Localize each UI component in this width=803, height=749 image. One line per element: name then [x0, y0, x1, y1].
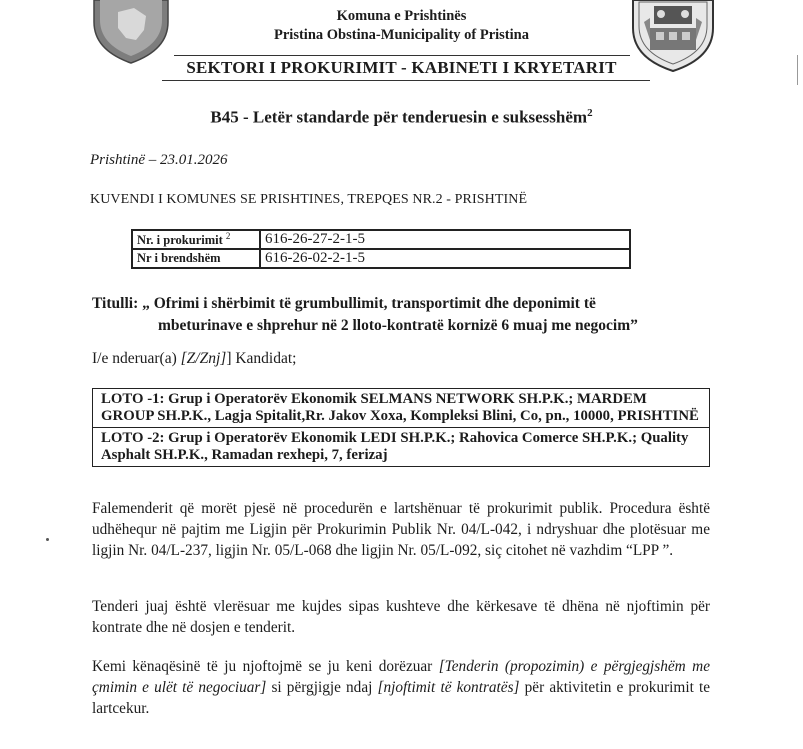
subject-line-2: mbeturinave e shprehur në 2 lloto-kontratë kornizë 6 muaj me negocim” — [158, 317, 638, 334]
sector-title: SEKTORI I PROKURIMIT - KABINETI I KRYETARIT — [186, 58, 617, 77]
salutation-placeholder: [Z/Znj] — [180, 350, 227, 367]
table-row — [132, 249, 630, 268]
scan-edge-mark — [797, 55, 801, 85]
title-footnote: 2 — [587, 107, 593, 119]
procurement-number-label: Nr. i prokurimit $^2$ — [132, 230, 260, 249]
document-title — [0, 107, 803, 128]
sector-divider — [162, 80, 650, 81]
internal-number-value: 616-26-02-2-1-5 — [260, 249, 630, 268]
paragraph-evaluation: Tenderi juaj është vlerësuar me kujdes sipas kushteve dhe kërkesave të dhëna në njoftimin për kontrate dhe në dosjen e tenderit. — [92, 598, 710, 636]
addressee: KUVENDI I KOMUNES SE PRISHTINES, TREPQES NR.2 - PRISHTINË — [90, 192, 528, 207]
subject-label: Titulli: — [92, 295, 139, 312]
lot-1: LOTO -1: Grup i Operatorëv Ekonomik SELMANS NETWORK SH.P.K.; MARDEM GROUP SH.P.K., Lagja Spitalit,Rr. Jakov Xoxa, Kompleksi Blini, Co, pn., 10000, PRISHTINË — [101, 391, 699, 424]
reference-table — [131, 229, 631, 269]
paragraph-procedure: Falemenderit që morët pjesë në procedurën e lartshënuar të prokurimit publik. Procedura është udhëhequr në pajtim me Ligjin për Prokurimin Publik Nr. 04/L-042, i ndryshuar dhe plotësuar me ligjin Nr. 04/L-237, ligjin Nr. 05/L-068 dhe ligjin Nr. 05/L-092, siç citohet në vazhdim “LPP ”. — [92, 500, 710, 559]
header-divider — [174, 55, 630, 56]
table-row — [132, 230, 630, 249]
salutation: I/e nderuar(a) [Z/Znj]] Kandidat; — [92, 350, 297, 367]
internal-number-label: Nr i brendshëm — [132, 249, 260, 268]
paragraph-notification: Kemi kënaqësinë të ju njoftojmë se ju keni dorëzuar [Tenderin (propozimin) e përgjegjshëm me çmimin e ulët të negociuar] si përgjigje ndaj [njoftimit të kontratës] për aktivitetin e prokurimit te lartcekur. — [92, 658, 711, 717]
municipality-name: Komuna e Prishtinës — [336, 8, 467, 24]
lot-2: LOTO -2: Grup i Operatorëv Ekonomik LEDI SH.P.K.; Rahovica Comerce SH.P.K.; Quality Asphalt SH.P.K., Ramadan rexhepi, 7, ferizaj — [93, 427, 709, 466]
municipality-name-english: Pristina Obstina-Municipality of Pristina — [274, 27, 529, 43]
scan-speck — [46, 538, 49, 541]
letter-date: Prishtinë – 23.01.2026 — [90, 152, 228, 168]
subject-line-1: „ Ofrimi i shërbimit të grumbullimit, transportimit dhe deponimit të — [142, 295, 596, 312]
document-title-text: B45 - Letër standarde për tenderuesin e suksesshëm — [210, 107, 588, 127]
lots-box — [92, 388, 710, 467]
procurement-number-value: 616-26-27-2-1-5 — [260, 230, 630, 249]
subject — [92, 293, 712, 337]
